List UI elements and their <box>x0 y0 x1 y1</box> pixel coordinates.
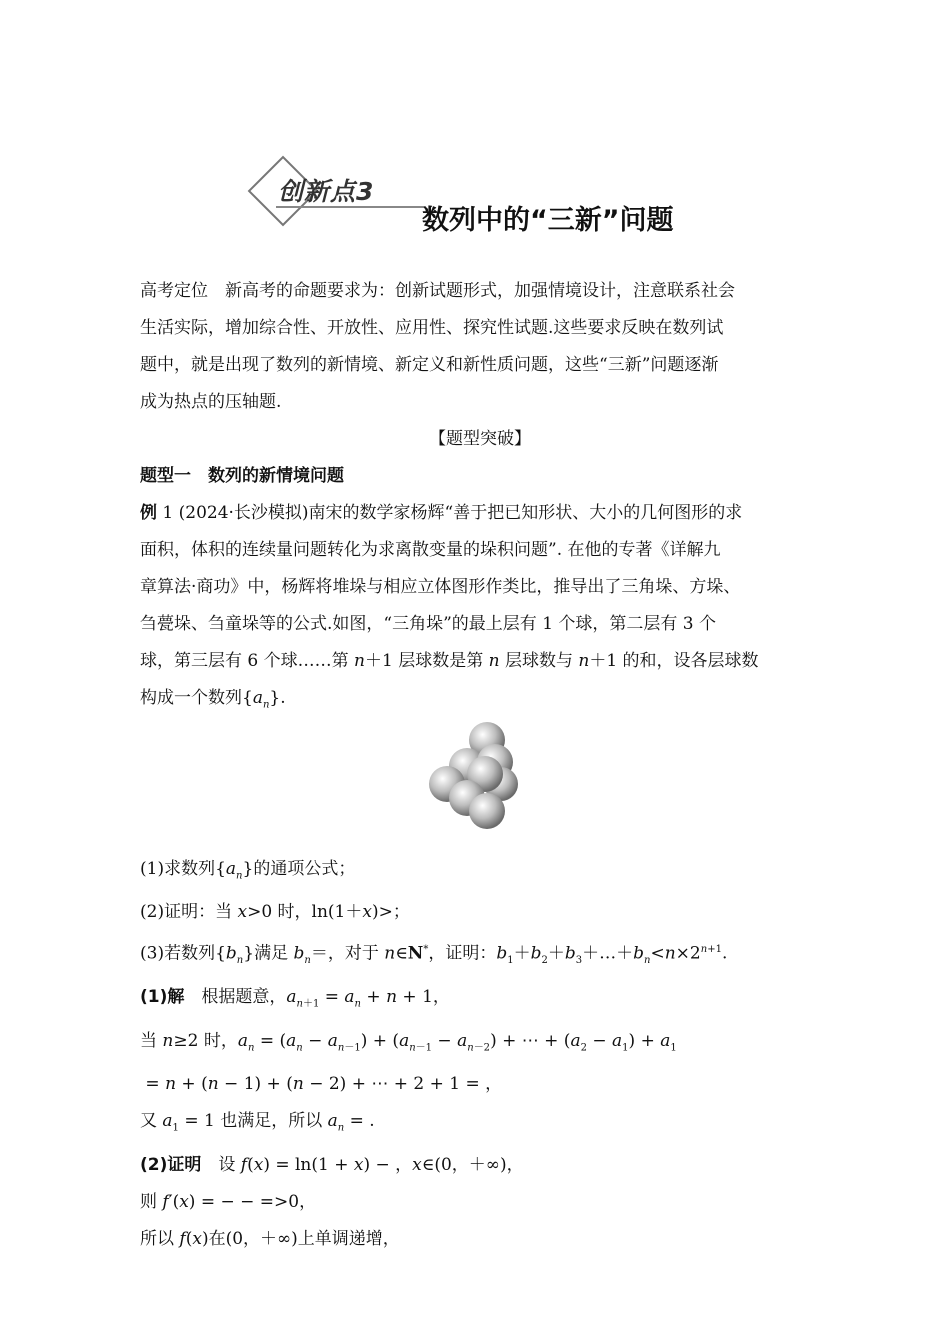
question-1: (1)求数列$\{a_n\}$的通项公式； <box>140 859 356 882</box>
solution-line: 则 f′(x) = − − =>0， <box>140 1191 317 1212</box>
example-line: 构成一个数列$\{a_n\}$. <box>140 688 286 711</box>
example-line: 刍甍垛、刍童垛等的公式.如图，“三角垛”的最上层有 1 个球，第二层有 3 个 <box>140 614 717 634</box>
solution-line: 当 n≥2 时，$a_n = (a_n - a_{n-1}) + (a_{n-1} - a_{n-2})$ + ⋯ + $(a_2 - a_1) + a_1$ <box>140 1030 677 1054</box>
intro-line: 成为热点的压轴题. <box>140 392 282 412</box>
section-banner <box>240 150 720 236</box>
intro-line: 高考定位 新高考的命题要求为：创新试题形式，加强情境设计，注意联系社会 <box>140 281 735 301</box>
intro-paragraph <box>140 273 820 723</box>
intro-line: 生活实际，增加综合性、开放性、应用性、探究性试题.这些要求反映在数列试 <box>140 318 724 338</box>
question-3: (3)若数列$\{b_n\}$满足 $b_n=$，对于 n∈N*，证明：$b_1+b_2+b_3+\dots+b_n<n\times 2^{n+1}$. <box>140 944 728 967</box>
example-label: 例 <box>140 503 157 523</box>
questions-and-solution <box>140 851 820 1258</box>
example-line: 章算法·商功》中，杨辉将堆垛与相应立体图形作类比，推导出了三角垛、方垛、 <box>140 577 741 597</box>
question-2: (2)证明：当 x>0 时，ln(1＋x)>； <box>140 902 410 923</box>
example-line: 面积，体积的连续量问题转化为求离散变量的垛积问题”. 在他的专著《详解九 <box>140 540 721 560</box>
example-line: 球，第三层有 6 个球……第 n＋1 层球数是第 n 层球数与 n＋1 的和，设各层球数 <box>140 651 759 671</box>
example-line: 例 1 (2024·长沙模拟)南宋的数学家杨辉“善于把已知形状、大小的几何图形的求 <box>140 503 743 523</box>
solution-line: = n + (n − 1) + (n − 2) + ⋯ + 2 + 1 = ， <box>140 1074 503 1095</box>
solution-line: 又 $a_1 = 1$ 也满足，所以 $a_n$ = . <box>140 1111 375 1134</box>
solution-line: (1)解 根据题意，$a_{n+1} = a_n + n + 1$， <box>140 987 450 1010</box>
innovation-badge: 创新点3 <box>278 177 375 206</box>
section-heading: 【题型突破】 <box>429 429 531 449</box>
question-type-heading: 题型一 数列的新情境问题 <box>140 466 344 486</box>
solution-line: (2)证明 设 f(x) = ln(1 + x) − ，x∈(0，＋∞)， <box>140 1154 524 1175</box>
solution-line: 所以 f(x)在(0，＋∞)上单调递增， <box>140 1228 400 1249</box>
intro-line: 题中，就是出现了数列的新情境、新定义和新性质问题，这些“三新”问题逐渐 <box>140 355 719 375</box>
triangular-pile-figure <box>425 718 525 833</box>
ball <box>469 793 505 829</box>
page-title: 数列中的“三新”问题 <box>422 205 674 236</box>
